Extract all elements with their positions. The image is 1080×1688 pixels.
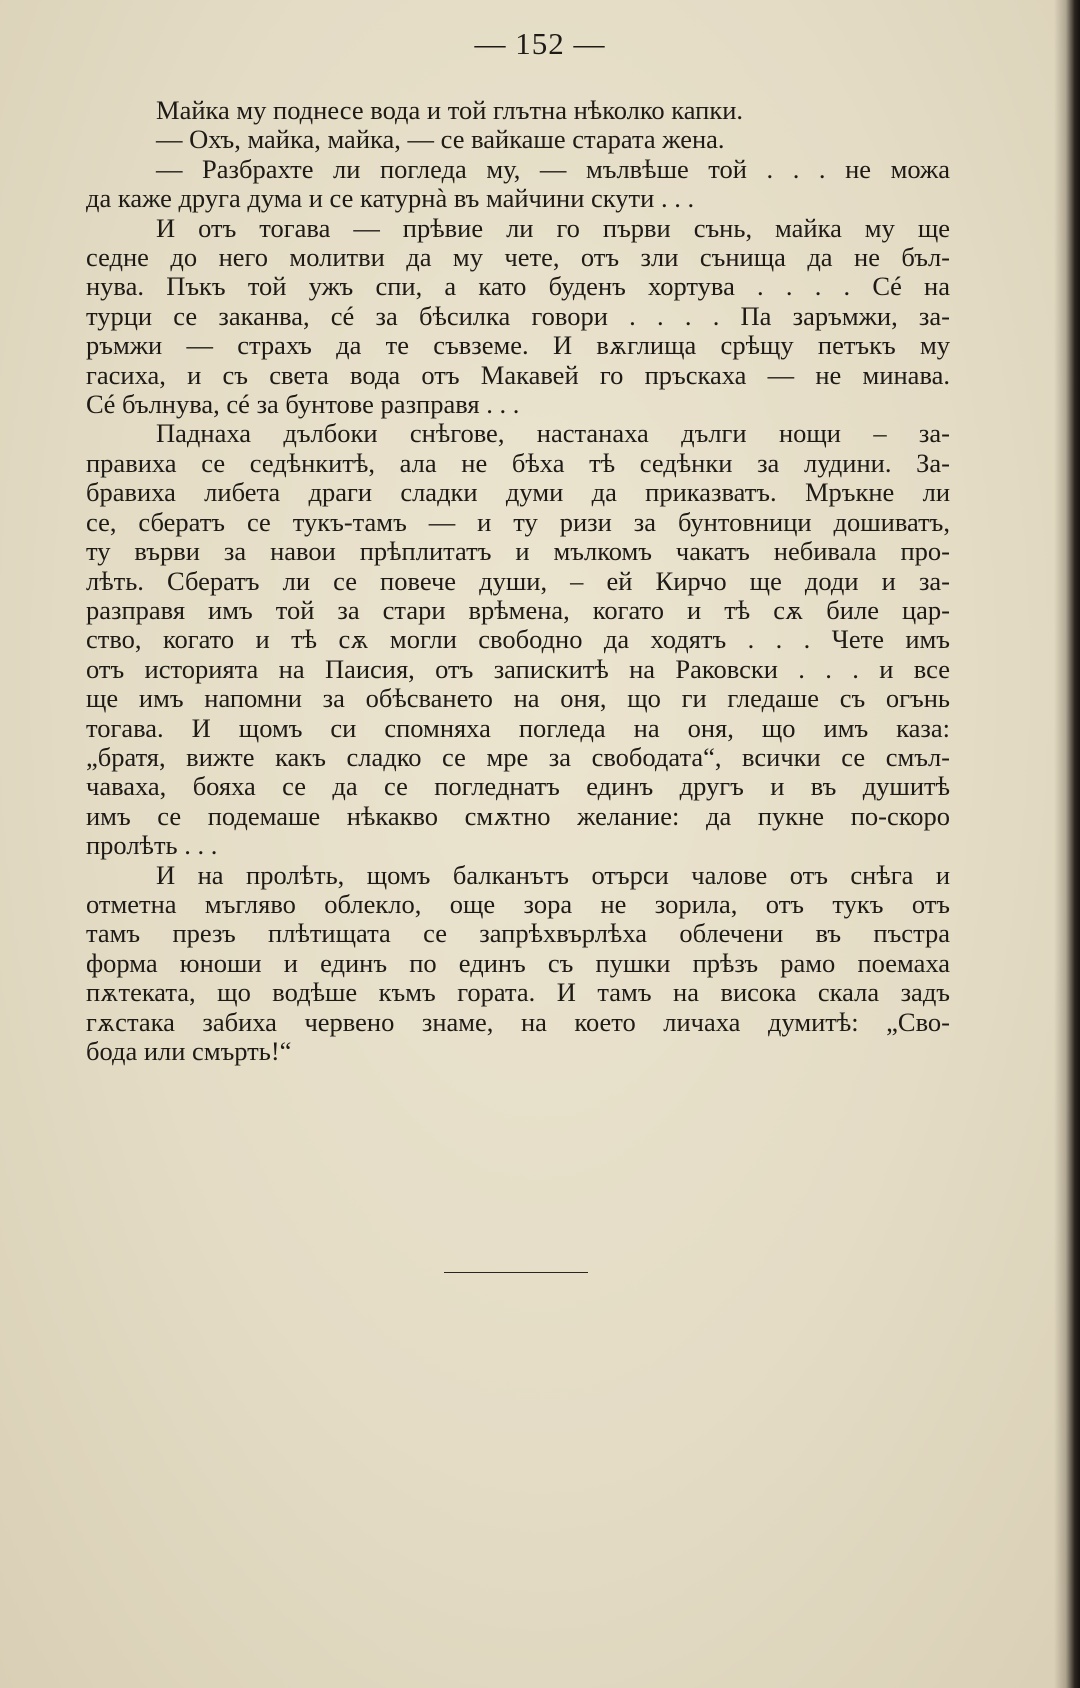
text-line: се, сбератъ се тукъ-тамъ — и ту ризи за бунтовници дошиватъ, [86,506,950,537]
text-line: нува. Пъкъ той ужъ спи, а като буденъ хортува . . . . Сé на [86,271,950,302]
text-line: лѣть. Сбератъ ли се повече души, – ей Кирчо ще доди и за- [86,565,950,596]
text-line: Сé бълнува, сé за бунтове разправя . . . [86,389,520,420]
text-line: отметна мъгляво облекло, още зора не зорила, отъ тукъ отъ [86,888,950,919]
text-line: да каже друга дума и се катурнà въ майчини скути . . . [86,183,695,214]
text-line: разправя имъ той за стари врѣмена, когато и тѣ сѫ биле цар- [86,594,950,625]
text-line: имъ се подемаше нѣкакво смѫтно желание: да пукне по-скоро [86,800,950,831]
paragraph [86,861,950,1067]
text-line: ръмжи — страхъ да те съвземе. И вѫглища срѣщу петъкъ му [86,330,950,361]
text-line: бравиха либета драги сладки думи да приказватъ. Мръкне ли [86,477,950,508]
text-line: Паднаха дълбоки снѣгове, настанаха дълги нощи – за- [156,418,950,449]
text-line: ще имъ напомни за обѣсването на оня, що ги гледаше съ огънь [86,683,950,714]
text-line: седне до него молитви да му чете, отъ зли сънища да не бъл- [86,242,950,273]
text-line: И на пролѣть, щомъ балканътъ отърси чалове отъ снѣга и [156,859,950,890]
paragraph [86,419,950,860]
text-line: гѫстака забиха червено знаме, на което личаха думитѣ: „Сво- [86,1006,950,1037]
text-line: правиха се седѣнкитѣ, ала не бѣха тѣ седѣнки за лудини. За- [86,447,950,478]
text-line: „братя, вижте какъ сладко се мре за свободата“, всички се смъл- [86,741,950,772]
text-line: пролѣть . . . [86,830,218,861]
text-line: чаваха, бояха се да се погледнатъ единъ другъ и въ душитѣ [86,771,950,802]
text-line: бода или смърть!“ [86,1036,292,1066]
text-line: турци се заканва, сé за бѣсилка говори . . . . Па заръмжи, за- [86,300,950,331]
text-line: — Охъ, майка, майка, — се вайкаше старата жена. [156,124,725,155]
text-line: ту върви за навои прѣплитатъ и мълкомъ чакатъ небивала про- [86,536,950,567]
paragraph [86,125,950,154]
text-line: — Разбрахте ли погледа му, — мълвѣше той . . . не можа [156,153,950,184]
paragraph [86,96,950,125]
text-line: пѫтеката, що водѣше къмъ гората. И тамъ на висока скала задъ [86,977,950,1008]
paragraph [86,214,950,420]
text-line: Майка му поднесе вода и той глътна нѣколко капки. [156,95,743,125]
text-line: тамъ презъ плѣтищата се запрѣхвърлѣха облечени въ пъстра [86,918,950,949]
text-line: форма юноши и единъ по единъ съ пушки прѣзъ рамо поемаха [86,947,950,978]
page-number: — 152 — [474,26,606,61]
section-end-rule [444,1272,588,1273]
body-text [86,96,950,1066]
text-line: И отъ тогава — прѣвие ли го първи сънь, майка му ще [156,212,950,243]
paragraph [86,155,950,214]
text-line: отъ историята на Паисия, отъ запискитѣ на Раковски . . . и все [86,653,950,684]
text-line: тогава. И щомъ си спомняха погледа на оня, що имъ каза: [86,712,950,743]
text-line: ство, когато и тѣ сѫ могли свободно да ходятъ . . . Чете имъ [86,624,950,655]
text-line: гасиха, и съ света вода отъ Макавей го пръскаха — не минава. [86,359,950,390]
book-binding-edge [1054,0,1080,1688]
